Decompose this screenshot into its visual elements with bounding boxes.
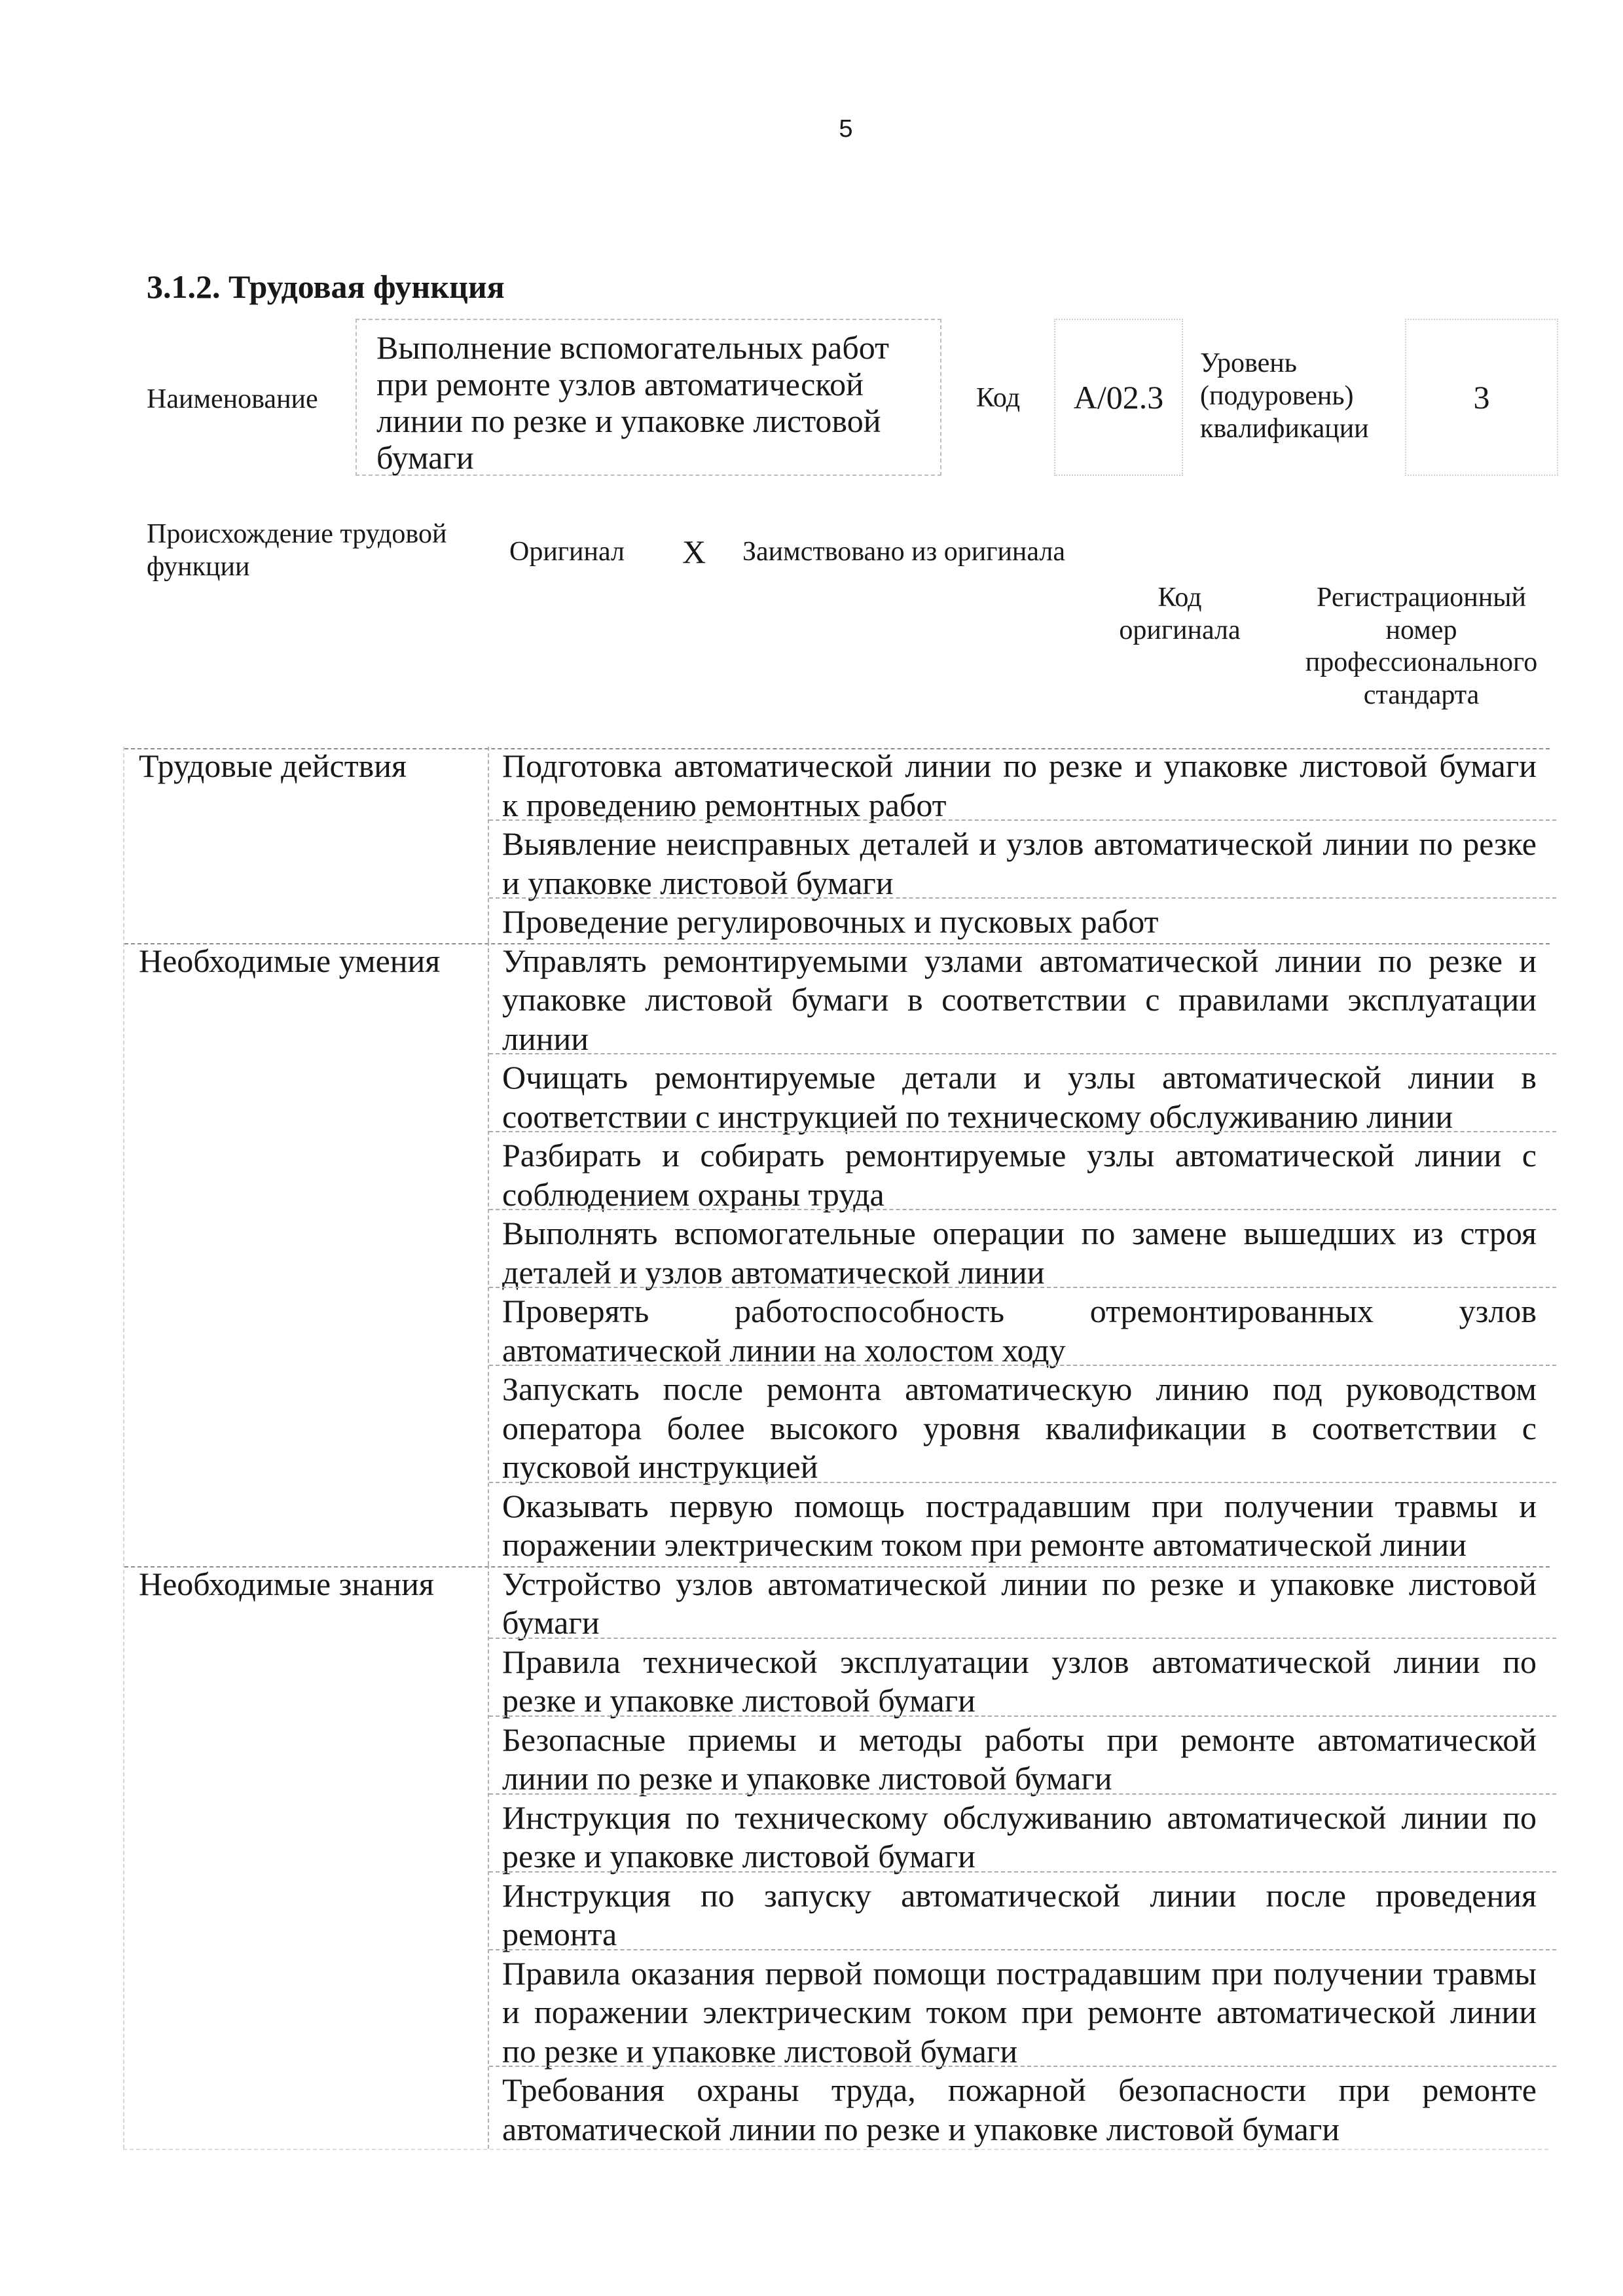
text-line: упаковке листовой бумаги в соответствии с правилами эксплуатации [502, 981, 1537, 1018]
text-line: соответствии с инструкцией по техническому обслуживанию линии [502, 1098, 1453, 1135]
required-knowledge-item [502, 1799, 1550, 1876]
labor-actions-item [502, 903, 1550, 942]
original-code-label: Код оригинала [1119, 583, 1241, 645]
required-skills-row [124, 942, 1550, 1565]
labor-actions-item [502, 825, 1550, 903]
original-option-label: Оригинал [509, 537, 625, 567]
page-number: 5 [839, 115, 853, 143]
text-line: соблюдением охраны труда [502, 1175, 884, 1213]
text-line: и поражении электрическим током при ремонте автоматической линии [502, 1994, 1537, 2030]
required-skills-item [502, 1487, 1550, 1565]
text-line: Выявление неисправных деталей и узлов автоматической линии по резке [502, 825, 1537, 862]
text-line: оператора более высокого уровня квалификации в соответствии с [502, 1409, 1537, 1446]
text-line: Выполнять вспомогательные операции по замене вышедших из строя [502, 1215, 1537, 1251]
required-skills-item [502, 1136, 1550, 1214]
code-value: A/02.3 [1073, 379, 1164, 416]
required-knowledge-item [502, 1565, 1550, 1643]
required-knowledge-item [502, 2071, 1550, 2149]
text-line: пусковой инструкцией [502, 1448, 818, 1485]
origin-label: Происхождение трудовой функции [147, 519, 447, 582]
text-line: поражении электрическим током при ремонте автоматической линии [502, 1526, 1467, 1563]
text-line: деталей и узлов автоматической линии [502, 1253, 1045, 1291]
registration-number-label: Регистрационный номер профессионального стандарта [1305, 583, 1538, 710]
labor-actions-item [502, 747, 1550, 825]
borrowed-option-label: Заимствовано из оригинала [742, 537, 1066, 567]
labor-actions-label: Трудовые действия [139, 747, 407, 784]
text-line: Управлять ремонтируемыми узлами автоматической линии по резке и [502, 942, 1537, 979]
text-line: автоматической линии на холостом ходу [502, 1331, 1066, 1369]
name-value: Выполнение вспомогательных работ при ремонте узлов автоматической линии по резке и упаковке листовой бумаги [376, 329, 889, 476]
required-skills-item [502, 1214, 1550, 1292]
text-line: бумаги [502, 1604, 600, 1641]
text-line: Устройство узлов автоматической линии по резке и упаковке листовой [502, 1565, 1537, 1602]
labor-function-table [123, 747, 1550, 2149]
text-line: Запускать после ремонта автоматическую линию под руководством [502, 1371, 1537, 1407]
text-line: Оказывать первую помощь пострадавшим при получении травмы и [502, 1487, 1537, 1524]
qualification-level-value: 3 [1473, 379, 1490, 416]
required-knowledge-item [502, 1954, 1550, 2072]
text-line: Требования охраны труда, пожарной безопасности при ремонте [502, 2072, 1537, 2108]
labor-actions-row [124, 747, 1550, 942]
required-skills-item [502, 1370, 1550, 1487]
text-line: автоматической линии по резке и упаковке листовой бумаги [502, 2110, 1340, 2147]
required-knowledge-label: Необходимые знания [139, 1565, 434, 1602]
text-line: Разбирать и собирать ремонтируемые узлы автоматической линии с [502, 1137, 1537, 1174]
required-knowledge-list [488, 1565, 1550, 2149]
required-knowledge-item [502, 1876, 1550, 1954]
text-line: Проведение регулировочных и пусковых работ [502, 903, 1159, 940]
text-line: ремонта [502, 1916, 617, 1952]
section-title: 3.1.2. Трудовая функция [147, 268, 505, 305]
code-label: Код [976, 383, 1021, 413]
text-line: к проведению ремонтных работ [502, 786, 947, 823]
text-line: резке и упаковке листовой бумаги [502, 1838, 976, 1874]
text-line: резке и упаковке листовой бумаги [502, 1682, 976, 1719]
required-skills-item [502, 1292, 1550, 1370]
text-line: Проверять работоспособность отремонтированных узлов [502, 1293, 1537, 1329]
table-bottom-border [123, 2149, 1548, 2150]
qualification-level-field [1405, 319, 1558, 476]
required-knowledge-row [124, 1565, 1550, 2149]
text-line: и упаковке листовой бумаги [502, 864, 894, 901]
qualification-level-label: Уровень (подуровень) квалификации [1200, 348, 1369, 444]
required-knowledge-item [502, 1643, 1550, 1721]
text-line: Инструкция по запуску автоматической линии после проведения [502, 1876, 1537, 1914]
name-label: Наименование [147, 384, 318, 414]
text-line: Правила оказания первой помощи пострадавшим при получении травмы [502, 1954, 1537, 1992]
text-line: линии [502, 1020, 589, 1057]
text-line: Очищать ремонтируемые детали и узлы автоматической линии в [502, 1059, 1537, 1096]
required-skills-list [488, 942, 1550, 1565]
original-option-mark: X [682, 533, 706, 570]
required-skills-label: Необходимые умения [139, 942, 441, 979]
text-line: Инструкция по техническому обслуживанию автоматической линии по [502, 1799, 1537, 1836]
text-line: Безопасные приемы и методы работы при ремонте автоматической [502, 1721, 1537, 1758]
required-knowledge-item [502, 1721, 1550, 1799]
name-field [356, 319, 941, 476]
text-line: Правила технической эксплуатации узлов автоматической линии по [502, 1643, 1537, 1680]
required-skills-item [502, 942, 1550, 1059]
text-line: линии по резке и упаковке листовой бумаги [502, 1760, 1112, 1797]
code-field [1054, 319, 1183, 476]
text-line: Подготовка автоматической линии по резке и упаковке листовой бумаги [502, 747, 1537, 784]
text-line: по резке и упаковке листовой бумаги [502, 2032, 1018, 2070]
labor-actions-list [488, 747, 1550, 942]
required-skills-item [502, 1058, 1550, 1136]
